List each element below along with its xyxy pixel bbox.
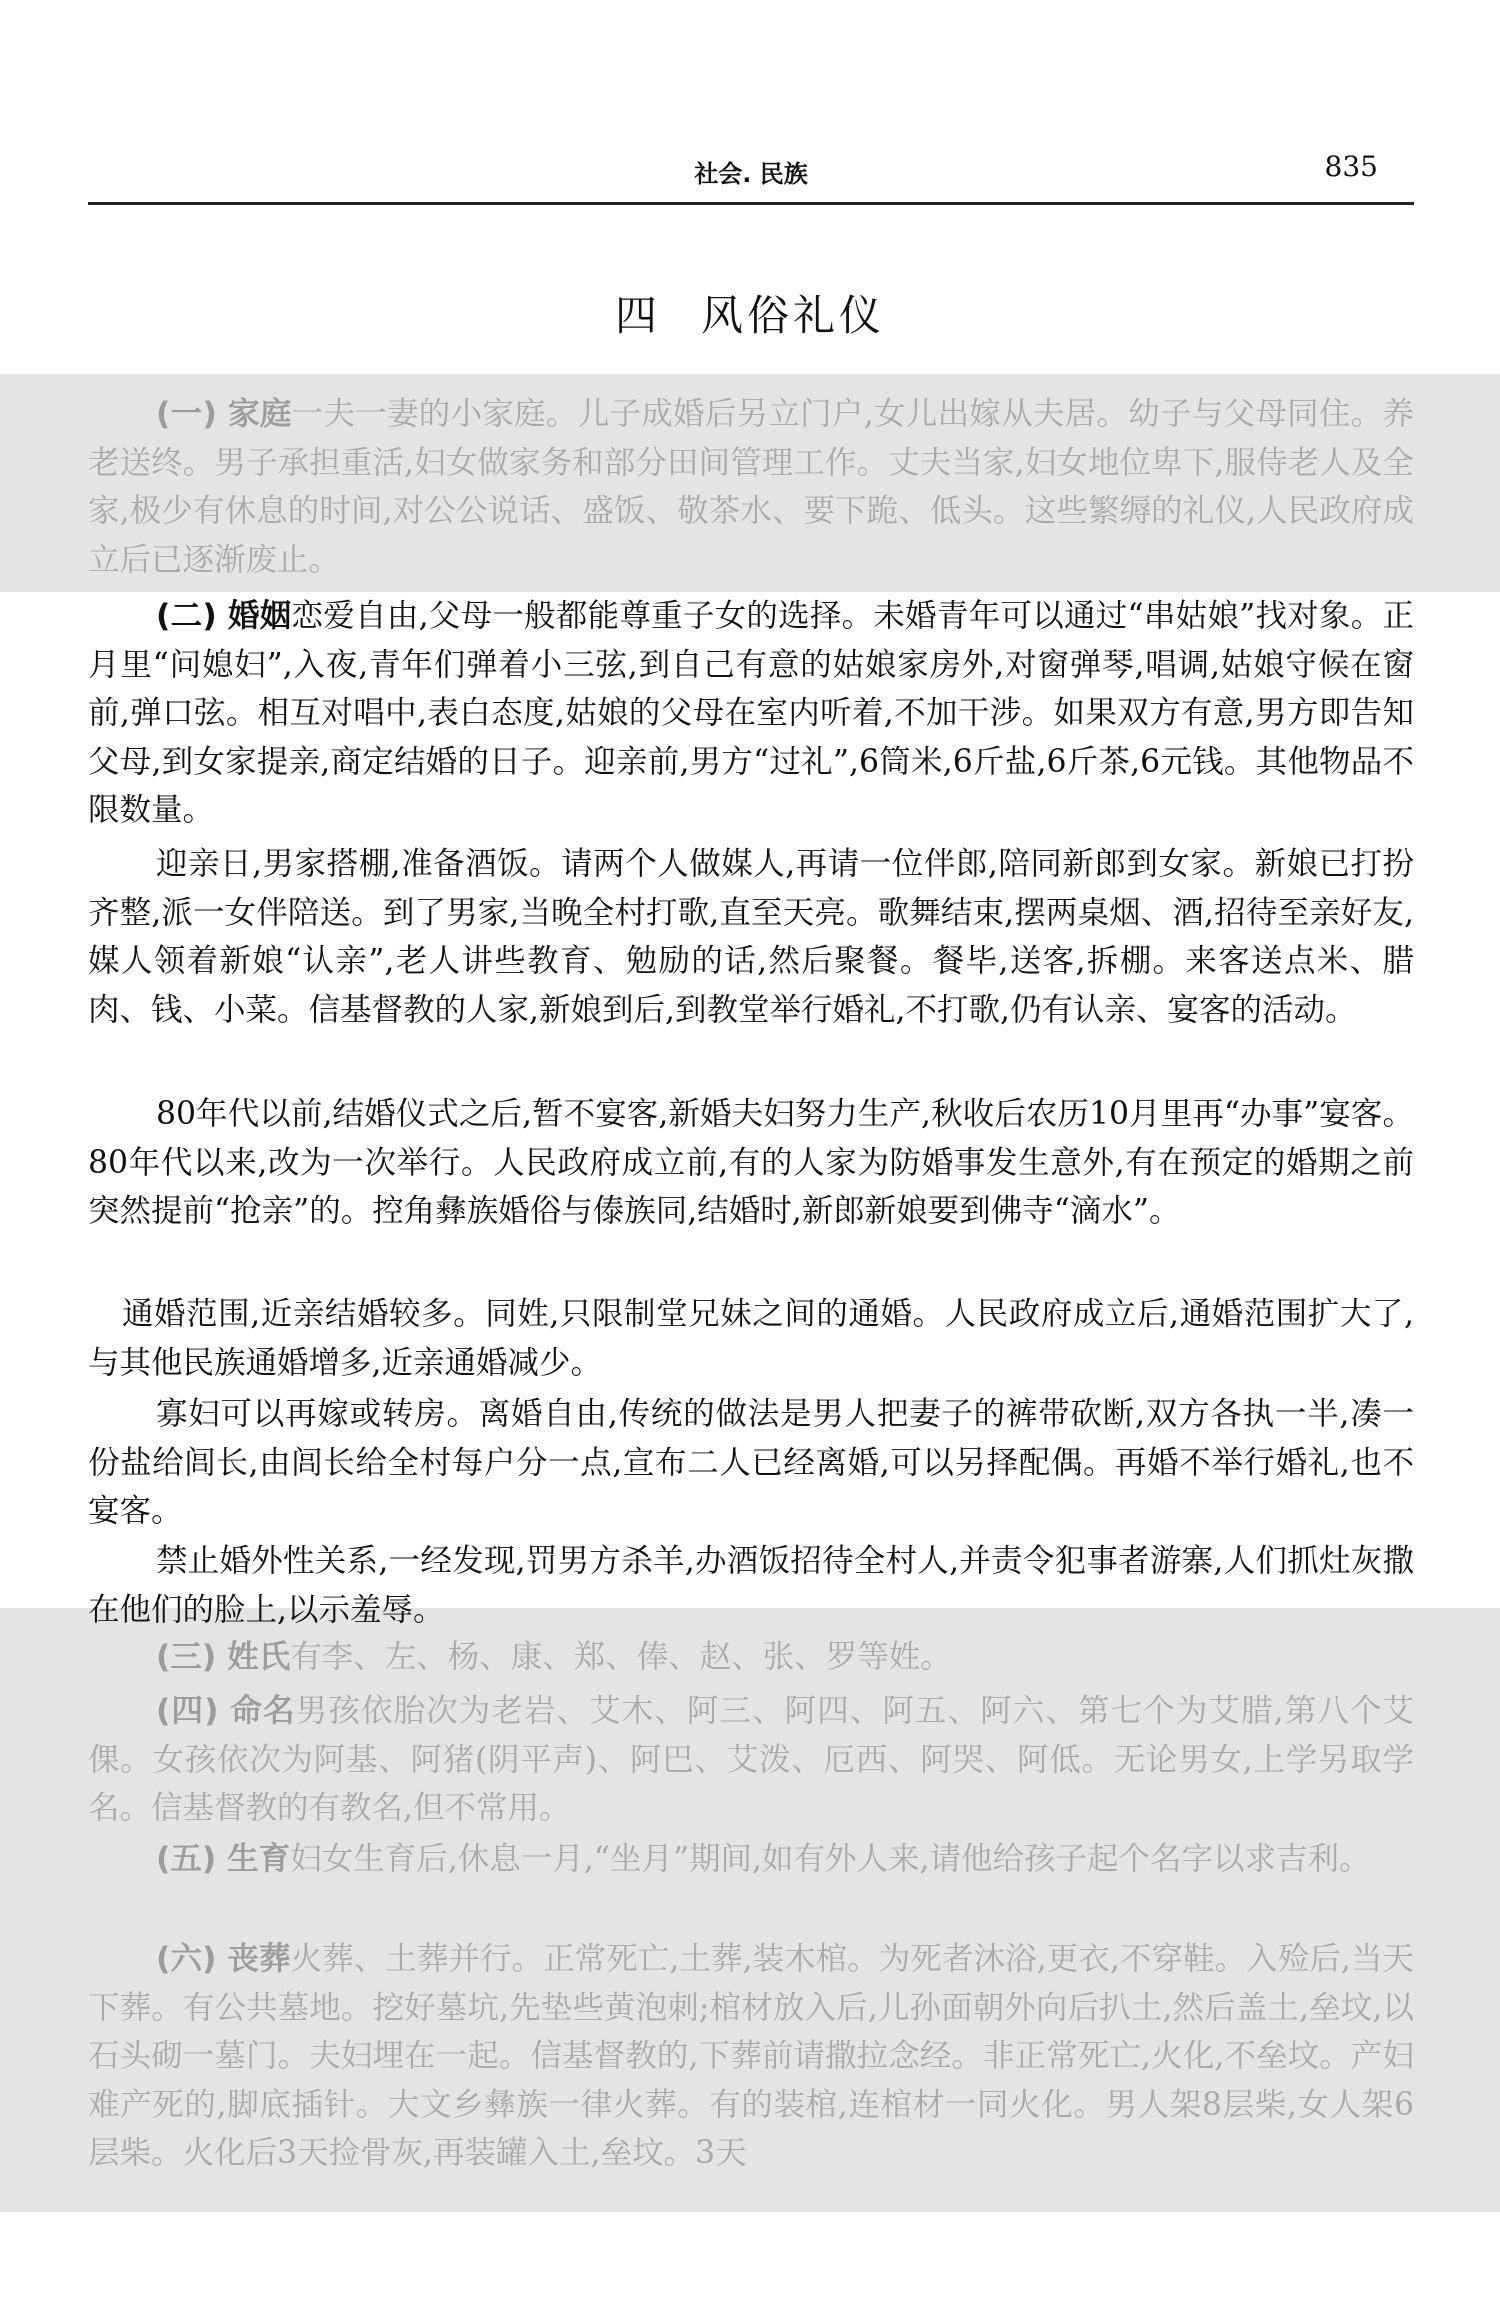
running-head (88, 150, 1414, 194)
chapter-number: 四 (614, 291, 661, 340)
paragraph-surname (88, 1633, 1414, 1682)
text-birth: 妇女生育后,休息一月,“坐月”期间,如有外人来,请他给孩子起个名字以求吉利。 (290, 1841, 1371, 1877)
chapter-title (0, 283, 1500, 343)
header-rule (88, 202, 1414, 205)
paragraph-funeral (88, 1935, 1414, 2178)
heading-birth: (五) 生育 (156, 1841, 291, 1877)
text-family: 一夫一妻的小家庭。儿子成婚后另立门户,女儿出嫁从夫居。幼子与父母同住。养老送终。男子承担重活,妇女做家务和部分田间管理工作。丈夫当家,妇女地位卑下,服侍老人及全家,极少有休息的时间,对公公说话、盛饭、敬茶水、要下跪、低头。这些繁缛的礼仪,人民政府成立后已逐渐废止。 (88, 396, 1414, 578)
text-surname: 有李、左、杨、康、郑、俸、赵、张、罗等姓。 (290, 1639, 952, 1675)
heading-funeral: (六) 丧葬 (156, 1941, 291, 1977)
chapter-name: 风俗礼仪 (701, 291, 886, 340)
paragraph-wedding-timing: 80年代以前,结婚仪式之后,暂不宴客,新婚夫妇努力生产,秋收后农历10月里再“办事”宴客。80年代以来,改为一次举行。人民政府成立前,有的人家为防婚事发生意外,有在预定的婚期之前突然提前“抢亲”的。控角彝族婚俗与傣族同,结婚时,新郎新娘要到佛寺“滴水”。 (88, 1096, 1414, 1229)
heading-marriage: (二) 婚姻 (156, 598, 292, 634)
paragraph-birth (88, 1835, 1414, 1884)
heading-surname: (三) 姓氏 (156, 1639, 291, 1675)
heading-naming: (四) 命名 (156, 1693, 296, 1729)
paragraph-wedding-day: 迎亲日,男家搭棚,准备酒饭。请两个人做媒人,再请一位伴郎,陪同新郎到女家。新娘已打扮齐整,派一女伴陪送。到了男家,当晚全村打歌,直至天亮。歌舞结束,摆两桌烟、酒,招待至亲好友,媒人领着新娘“认亲”,老人讲些教育、勉励的话,然后聚餐。餐毕,送客,拆棚。来客送点米、腊肉、钱、小菜。信基督教的人家,新娘到后,到教堂举行婚礼,不打歌,仍有认亲、宴客的活动。 (88, 846, 1414, 1028)
paragraph-marriage (88, 592, 1414, 835)
paragraph-remarriage: 寡妇可以再嫁或转房。离婚自由,传统的做法是男人把妻子的裤带砍断,双方各执一半,凑一份盐给闾长,由闾长给全村每户分一点,宣布二人已经离婚,可以另择配偶。再婚不举行婚礼,也不宴客。 (88, 1396, 1414, 1529)
text-marriage: 恋爱自由,父母一般都能尊重子女的选择。未婚青年可以通过“串姑娘”找对象。正月里“问媳妇”,入夜,青年们弹着小三弦,到自己有意的姑娘家房外,对窗弹琴,唱调,姑娘守候在窗前,弹口弦。相互对唱中,表白态度,姑娘的父母在室内听着,不加干涉。如果双方有意,男方即告知父母,到女家提亲,商定结婚的日子。迎亲前,男方“过礼”,6筒米,6斤盐,6斤茶,6元钱。其他物品不限数量。 (88, 598, 1414, 828)
section-title: 社会. 民族 (694, 160, 808, 188)
heading-family: (一) 家庭 (156, 396, 292, 432)
paragraph-prohibition: 禁止婚外性关系,一经发现,罚男方杀羊,办酒饭招待全村人,并责令犯事者游寨,人们抓灶灰撒在他们的脸上,以示羞辱。 (88, 1543, 1414, 1628)
text-funeral: 火葬、土葬并行。正常死亡,土葬,装木棺。为死者沐浴,更衣,不穿鞋。入殓后,当天下葬。有公共墓地。挖好墓坑,先垫些黄泡刺;棺材放入后,儿孙面朝外向后扒土,然后盖土,垒坟,以石头砌一墓门。夫妇埋在一起。信基督教的,下葬前请撒拉念经。非正常死亡,火化,不垒坟。产妇难产死的,脚底插针。大文乡彝族一律火葬。有的装棺,连棺材一同火化。男人架8层柴,女人架6层柴。火化后3天捡骨灰,再装罐入土,垒坟。3天 (88, 1941, 1414, 2171)
text-naming: 男孩依胎次为老岩、艾木、阿三、阿四、阿五、阿六、第七个为艾腊,第八个艾倮。女孩依次为阿基、阿猪(阴平声)、阿巴、艾泼、厄西、阿哭、阿低。无论男女,上学另取学名。信基督教的有教名,但不常用。 (88, 1693, 1414, 1826)
paragraph-family (88, 390, 1414, 584)
paragraph-intermarriage: 通婚范围,近亲结婚较多。同姓,只限制堂兄妹之间的通婚。人民政府成立后,通婚范围扩大了,与其他民族通婚增多,近亲通婚减少。 (88, 1296, 1414, 1381)
paragraph-naming (88, 1687, 1414, 1833)
page-number: 835 (1324, 150, 1378, 183)
